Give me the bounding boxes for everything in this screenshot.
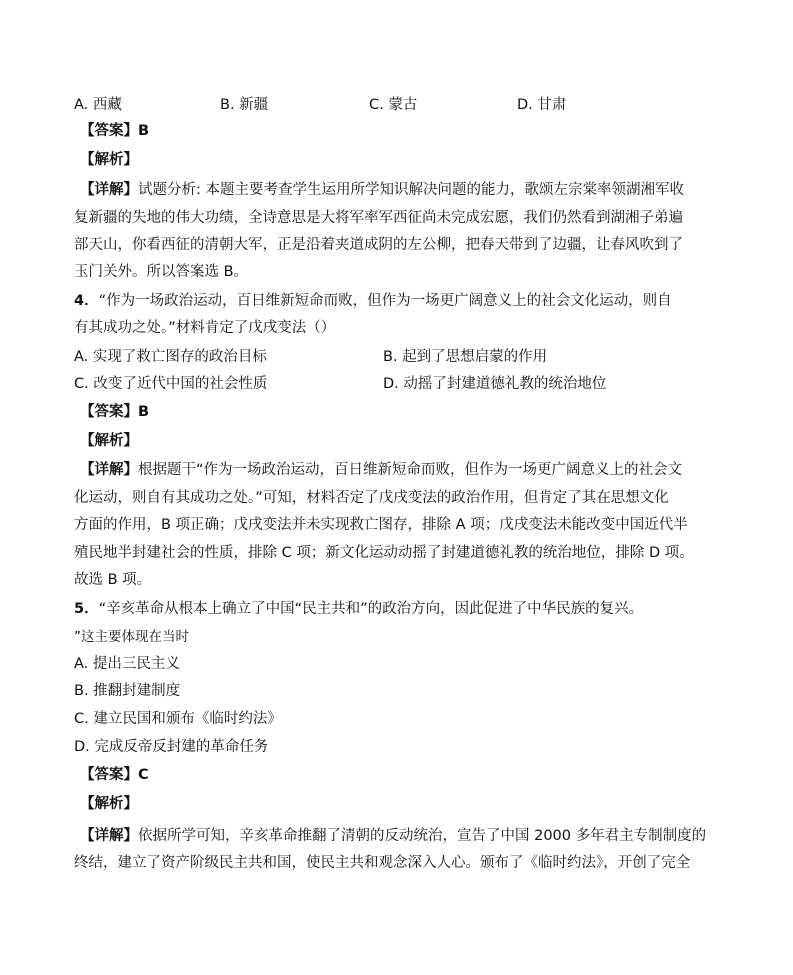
answer-value: B bbox=[138, 123, 150, 139]
q4-answer-line bbox=[80, 402, 149, 422]
q5-option-b: B. 推翻封建制度 bbox=[74, 683, 181, 699]
q4-detail-line-5: 故选 B 项。 bbox=[74, 572, 152, 588]
q4-option-d: D. 动摇了封建道德礼教的统治地位 bbox=[383, 376, 607, 392]
q5-stem-line-2: ”这主要体现在当时 bbox=[74, 629, 189, 645]
q4-analysis-line bbox=[80, 431, 138, 451]
q4-stem-line-2: 有其成功之处。”材料肯定了戊戌变法（） bbox=[74, 320, 336, 336]
detail-tag: 【详解】 bbox=[80, 828, 138, 844]
answer-value: C bbox=[138, 767, 149, 783]
q3-detail-line-3: 部天山，你看西征的清朝大军，正是沿着夹道成阴的左公柳，把春天带到了边疆，让春风吹到了 bbox=[74, 237, 683, 253]
q5-option-a: A. 提出三民主义 bbox=[74, 656, 180, 672]
analysis-tag: 【解析】 bbox=[80, 152, 138, 168]
q4-detail-line-2: 化运动，则自有其成功之处。”可知，材料否定了戊戌变法的政治作用，但肯定了其在思想文化 bbox=[74, 490, 669, 506]
q5-detail-line-1 bbox=[80, 826, 706, 846]
q3-analysis-line bbox=[80, 150, 138, 170]
q3-option-a: A. 西藏 bbox=[74, 97, 122, 113]
question-number: 4． bbox=[74, 293, 99, 309]
q5-detail-line-2: 终结，建立了资产阶级民主共和国，使民主共和观念深入人心。颁布了《临时约法》，开创了完全 bbox=[74, 855, 691, 871]
q5-analysis-line bbox=[80, 794, 138, 814]
answer-tag: 【答案】 bbox=[80, 123, 138, 139]
q3-detail-line-4: 玉门关外。所以答案选 B。 bbox=[74, 264, 249, 280]
detail-text: 根据题干“作为一场政治运动，百日维新短命而败，但作为一场更广阔意义上的社会文 bbox=[138, 462, 683, 478]
q4-detail-line-1 bbox=[80, 460, 682, 480]
analysis-tag: 【解析】 bbox=[80, 796, 138, 812]
q5-option-d: D. 完成反帝反封建的革命任务 bbox=[74, 739, 269, 755]
q3-option-c: C. 蒙古 bbox=[369, 97, 418, 113]
q4-option-b: B. 起到了思想启蒙的作用 bbox=[383, 349, 548, 365]
detail-tag: 【详解】 bbox=[80, 182, 138, 198]
q5-option-c: C. 建立民国和颁布《临时约法》 bbox=[74, 711, 282, 727]
q4-detail-line-4: 殖民地半封建社会的性质，排除 C 项；新文化运动动摇了封建道德礼教的统治地位，排除 D 项。 bbox=[74, 545, 694, 561]
stem-text: “作为一场政治运动，百日维新短命而败，但作为一场更广阔意义上的社会文化运动，则自 bbox=[98, 293, 672, 309]
q4-option-a: A. 实现了救亡图存的政治目标 bbox=[74, 349, 267, 365]
question-number: 5． bbox=[74, 601, 99, 617]
q4-option-c: C. 改变了近代中国的社会性质 bbox=[74, 376, 268, 392]
q4-stem-line-1 bbox=[74, 291, 672, 311]
answer-value: B bbox=[138, 404, 150, 420]
q4-detail-line-3: 方面的作用，B 项正确；戊戌变法并未实现救亡图存，排除 A 项；戊戌变法未能改变中国近代半 bbox=[74, 517, 688, 533]
answer-tag: 【答案】 bbox=[80, 767, 138, 783]
detail-tag: 【详解】 bbox=[80, 462, 138, 478]
q3-answer-line bbox=[80, 121, 149, 141]
stem-text: “辛亥革命从根本上确立了中国“民主共和”的政治方向，因此促进了中华民族的复兴。 bbox=[98, 601, 644, 617]
q3-option-b: B. 新疆 bbox=[220, 97, 269, 113]
q3-option-d: D. 甘肃 bbox=[517, 97, 567, 113]
analysis-tag: 【解析】 bbox=[80, 433, 138, 449]
answer-tag: 【答案】 bbox=[80, 404, 138, 420]
detail-text: 依据所学可知，辛亥革命推翻了清朝的反动统治，宣告了中国 2000 多年君主专制制度的 bbox=[138, 828, 707, 844]
q3-detail-line-2: 复新疆的失地的伟大功绩，全诗意思是大将军率军西征尚未完成宏愿，我们仍然看到湖湘子弟遍 bbox=[74, 210, 683, 226]
detail-text: 试题分析: 本题主要考查学生运用所学知识解决问题的能力，歌颂左宗棠率领湖湘军收 bbox=[138, 182, 684, 198]
q3-detail-line-1 bbox=[80, 180, 684, 200]
q5-stem-line-1 bbox=[74, 599, 643, 619]
q5-answer-line bbox=[80, 765, 149, 785]
